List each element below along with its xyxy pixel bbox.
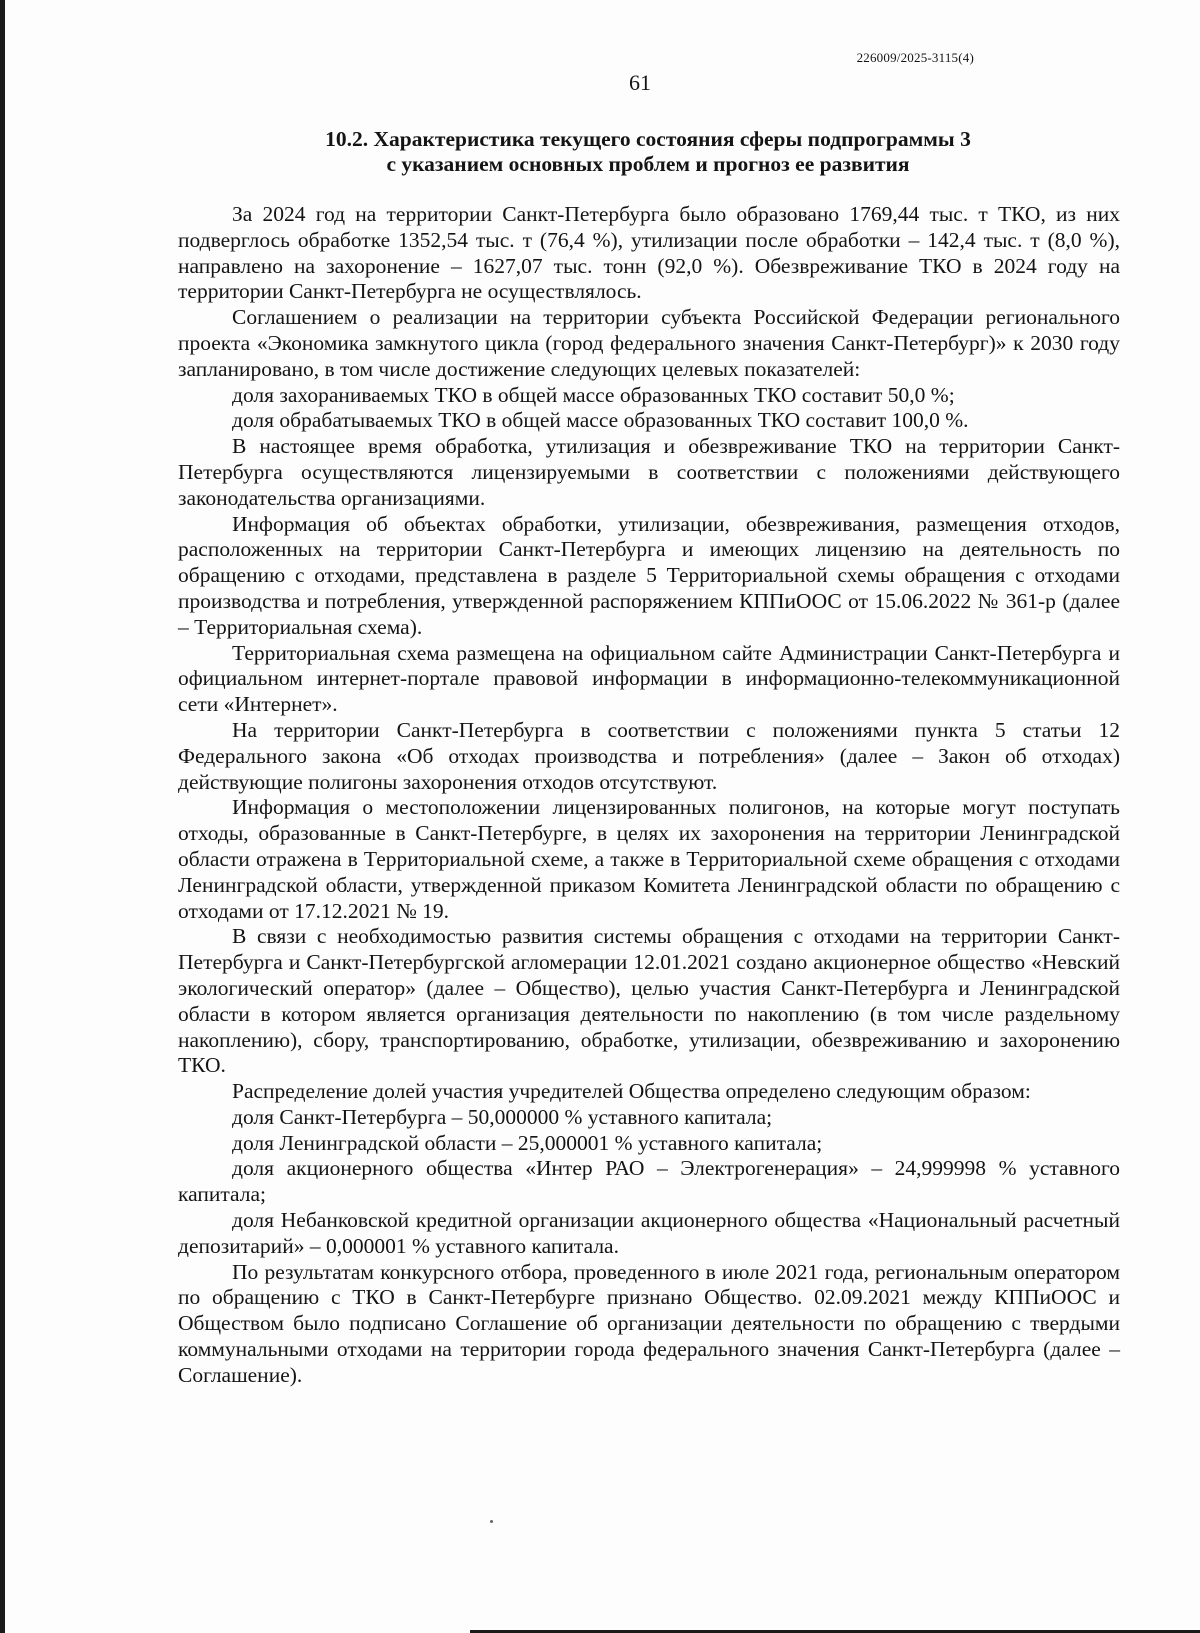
paragraph: Территориальная схема размещена на официальном сайте Администрации Санкт-Петербурга и официальном интернет-портале правовой информации в информационно-телекоммуникационной сети «Интернет». xyxy=(178,640,1120,717)
paragraph: На территории Санкт-Петербурга в соответствии с положениями пункта 5 статьи 12 Федерального закона «Об отходах производства и потребления» (далее – Закон об отходах) действующие полигоны захоронения отходов отсутствуют. xyxy=(178,717,1120,794)
share-item: доля Санкт-Петербурга – 50,000000 % уставного капитала; xyxy=(232,1104,773,1129)
paragraph: По результатам конкурсного отбора, проведенного в июле 2021 года, региональным оператором по обращению с ТКО в Санкт-Петербурге признано Общество. 02.09.2021 между КППиООС и Обществом было подписано Соглашение об организации деятельности по обращению с твердыми коммунальными отходами на территории города федерального значения Санкт-Петербурга (далее – Соглашение). xyxy=(178,1259,1120,1387)
section-heading xyxy=(178,127,1118,177)
scan-speck xyxy=(490,1520,493,1523)
paragraph: За 2024 год на территории Санкт-Петербурга было образовано 1769,44 тыс. т ТКО, из них подверглось обработке 1352,54 тыс. т (76,4 %), утилизации после обработки – 142,4 тыс. т (8,0 %), направлено на захоронение – 1627,07 тыс. тонн (92,0 %). Обезвреживание ТКО в 2024 году на территории Санкт-Петербурга не осуществлялось. xyxy=(178,202,1120,304)
paragraph: В связи с необходимостью развития системы обращения с отходами на территории Санкт-Петербурга и Санкт-Петербургской агломерации 12.01.2021 создано акционерное общество «Невский экологический оператор» (далее – Общество), целью участия Санкт-Петербурга и Ленинградской области в котором является организация деятельности по накоплению (в том числе раздельному накоплению), сбору, транспортированию, обработке, утилизации, обезвреживанию и захоронению ТКО. xyxy=(178,924,1120,1078)
paragraph: Распределение долей участия учредителей Общества определено следующим образом: xyxy=(232,1079,1031,1104)
section-heading-line-1: 10.2. Характеристика текущего состояния сферы подпрограммы 3 xyxy=(325,127,971,151)
paragraph: В настоящее время обработка, утилизация и обезвреживание ТКО на территории Санкт-Петербурга осуществляются лицензируемыми в соответствии с положениями действующего законодательства организациями. xyxy=(178,434,1120,510)
page-number: 61 xyxy=(629,70,651,95)
section-heading-line-2: с указанием основных проблем и прогноз ее развития xyxy=(386,152,910,176)
paragraph: Соглашением о реализации на территории субъекта Российской Федерации регионального проекта «Экономика замкнутого цикла (город федерального значения Санкт-Петербург)» к 2030 году запланировано, в том числе достижение следующих целевых показателей: xyxy=(178,305,1120,381)
target-indicator-item: доля захораниваемых ТКО в общей массе образованных ТКО составит 50,0 %; xyxy=(232,382,955,407)
document-registration-number: 226009/2025-3115(4) xyxy=(856,50,974,65)
share-item: доля акционерного общества «Интер РАО – Электрогенерация» – 24,999998 % уставного капитала; xyxy=(178,1156,1120,1207)
paragraph: Информация об объектах обработки, утилизации, обезвреживания, размещения отходов, расположенных на территории Санкт-Петербурга и имеющих лицензию на деятельность по обращению с отходами, представлена в разделе 5 Территориальной схемы обращения с отходами производства и потребления, утвержденной распоряжением КППиООС от 15.06.2022 № 361-р (далее – Территориальная схема). xyxy=(178,511,1120,639)
target-indicator-item: доля обрабатываемых ТКО в общей массе образованных ТКО составит 100,0 %. xyxy=(232,408,969,433)
scan-left-edge xyxy=(0,0,5,1633)
paragraph: Информация о местоположении лицензированных полигонов, на которые могут поступать отходы, образованные в Санкт-Петербурге, в целях их захоронения на территории Ленинградской области отражена в Территориальной схеме, а также в Территориальной схеме обращения с отходами Ленинградской области, утвержденной приказом Комитета Ленинградской области по обращению с отходами от 17.12.2021 № 19. xyxy=(178,795,1120,923)
share-item: доля Небанковской кредитной организации акционерного общества «Национальный расчетный депозитарий» – 0,000001 % уставного капитала. xyxy=(178,1208,1120,1258)
share-item: доля Ленинградской области – 25,000001 % уставного капитала; xyxy=(232,1130,823,1155)
document-body xyxy=(178,202,1120,1389)
